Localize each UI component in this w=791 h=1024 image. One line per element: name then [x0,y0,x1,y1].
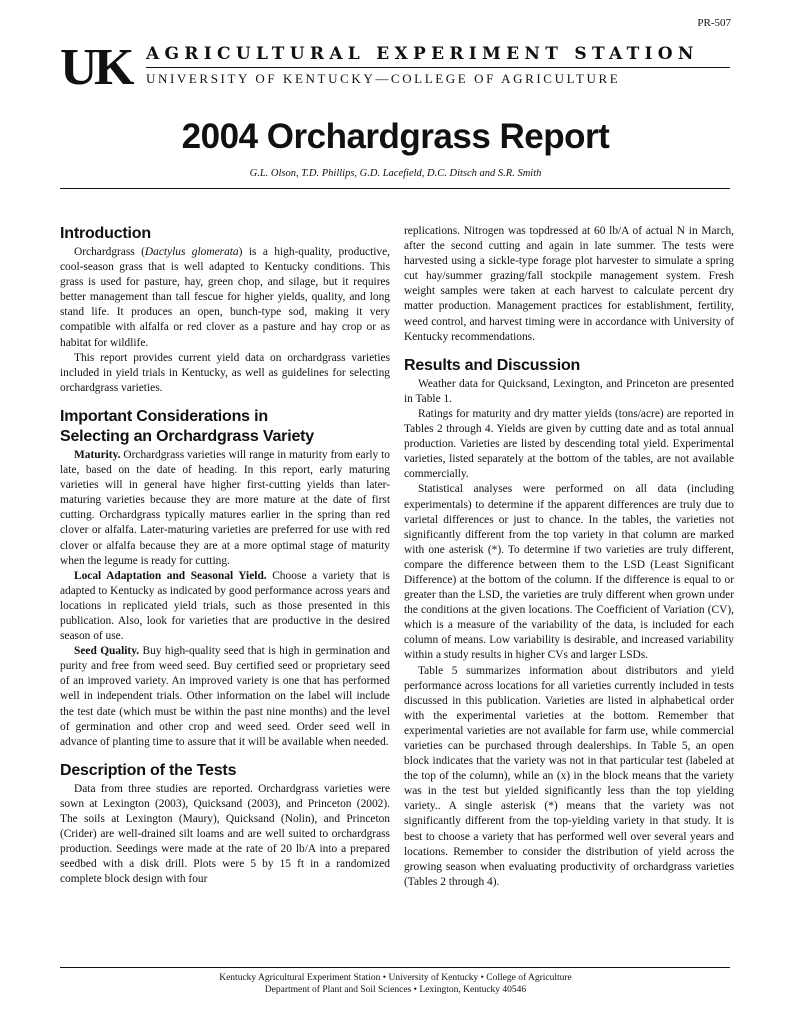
seed-quality-paragraph: Seed Quality. Buy high-quality seed that is high in germination and purity and free from weed seed. Buy certified seed or proprietary seed of an improved variety. An improved variety is one that has performed well in independent trials. Other information on the label will include the test date (which must be within the past nine months) and the level of germination and other crop and weed seed. Order seed well in advance of planting time to assure that it will be available when needed. [60,645,390,748]
intro-heading: Introduction [60,225,151,242]
masthead [60,39,730,96]
results-paragraph-1: Weather data for Quicksand, Lexington, and Princeton are presented in Table 1. [404,377,734,405]
right-column [404,224,734,890]
seed-quality-lead: Seed Quality. [74,645,140,658]
results-paragraph-4: Table 5 summarizes information about distributors and yield performance across locations for all varieties currently included in tests discussed in this publication. Varieties are listed in alphabetical order with the experimental varieties at the bottom. Remember that experimental varieties are not available for farm use, while commercial varieties can be purchased through dealerships. In Table 5, an open block indicates that the variety was not in that particular test (labeled at the top of the column), while an (x) in the block means that the variety was in the test but yielded significantly less than the top yielding variety.. A single asterisk (*) means that the variety was not significantly different from the top-yielding variety in that study. It is best to choose a variety that has performed well over several years and locations. Remember to consider the distribution of yield across the growing season when evaluating productivity of orchardgrass varieties (Tables 2 through 4). [404,664,734,888]
intro-paragraph-2: This report provides current yield data on orchardgrass varieties included in yield trials in Kentucky, as well as guidelines for selecting orchardgrass varieties. [60,351,390,394]
footer-rule [60,967,730,968]
local-adaptation-lead: Local Adaptation and Seasonal Yield. [74,569,267,582]
logo-letter-k: K [94,39,135,96]
masthead-rule [146,67,730,68]
title-rule [60,188,730,189]
report-title: 2004 Orchardgrass Report [181,117,610,156]
tests-paragraph-1: Data from three studies are reported. Orchardgrass varieties were sown at Lexington (2003), Quicksand (2003), and Princeton (2002). The soils at Lexington (Maury), Quicksand (Nolin), and Princeton (Crider) are well-drained silt loams and are well suited to orchardgrass production. Seedings were made at the rate of 20 lb/A into a prepared seedbed with a disk drill. Plots were 5 by 15 ft in a randomized complete block design with four [60,782,390,886]
footer-line-1: Kentucky Agricultural Experiment Station • University of Kentucky • College of Agriculture [219,973,572,983]
local-adaptation-paragraph: Local Adaptation and Seasonal Yield. Choose a variety that is adapted to Kentucky as indicated by good performance across years and locations in replicated yield trials, such as those presented in this publication. Also, look for varieties that are productive in the desired season of use. [60,569,390,643]
logo-letter-u: U [60,39,92,96]
tests-paragraph-continued: replications. Nitrogen was topdressed at 60 lb/A of actual N in March, after the second cutting and again in late summer. The tests were harvested using a sickle-type forage plot harvester to simulate a spring cut hay/summer grazing/fall stockpile management system. Fresh weight samples were taken at each harvest to calculate percent dry matter production. Management practices for establishment, fertility, weed control, and harvest timing were in accordance with University of Kentucky recommendations. [404,225,734,343]
species-name: Dactylus glomerata [144,246,239,258]
intro-paragraph-1: Orchardgrass (Dactylus glomerata) is a high-quality, productive, cool-season grass that is well adapted to Kentucky conditions. This grass is used for pasture, hay, green chop, and silage, but it requires better management than tall fescue for higher yields, quality, and long stand life. It produces an open, bunch-type sod, making it very compatible with alfalfa or red clover as a pasture and hay crop or as habitat for wildlife. [60,246,390,349]
maturity-lead: Maturity. [74,448,121,461]
maturity-paragraph: Maturity. Orchardgrass varieties will range in maturity from early to late, based on the date of heading. In this report, early maturing varieties will in general have higher first-cutting yields than later-maturing varieties because they are more mature at the date of first cutting. Orchardgrass typically matures earlier in the spring than red clover or alfalfa. Later-maturing varieties are preferred for use with red clover or alfalfa because they are at a more optimal stage of maturity when the legume is ready for cutting. [60,448,390,567]
considerations-heading: Important Considerations in Selecting an Orchardgrass Variety [60,407,314,445]
tests-heading: Description of the Tests [60,761,237,779]
results-paragraph-2: Ratings for maturity and dry matter yields (tons/acre) are reported in Tables 2 through 4. Yields are given by cutting date and as total annual production. Varieties are listed by descending total yield. Experimental varieties, listed separately at the bottom of the tables, are not available commercially. [404,407,734,481]
footer [0,972,791,996]
authors: G.L. Olson, T.D. Phillips, G.D. Lacefield, D.C. Ditsch and S.R. Smith [249,168,542,179]
uk-logo [60,39,136,96]
university-name: UNIVERSITY OF KENTUCKY—COLLEGE OF AGRICULTURE [146,71,621,86]
results-paragraph-3: Statistical analyses were performed on all data (including experimentals) to determine if the apparent differences are truly due to varietal differences or just to chance. In the tables, the varieties not significantly different from the top variety in that column are marked with one asterisk (*). To determine if two varieties are truly different, compare the difference between them to the LSD (Least Significant Difference) at the bottom of the column. If the difference is equal to or greater than the LSD, the varieties are truly different when grown under the conditions at the given locations. The Coefficient of Variation (CV), which is a measure of the variability of the data, is included for each column of means. Low variability is desirable, and increased variability within a study results in higher CVs and larger LSDs. [404,483,734,662]
publication-code: PR-507 [697,17,731,29]
results-heading: Results and Discussion [404,356,581,374]
footer-line-2: Department of Plant and Soil Sciences • Lexington, Kentucky 40546 [264,985,527,995]
left-column [60,224,390,887]
station-name: AGRICULTURAL EXPERIMENT STATION [146,44,699,64]
